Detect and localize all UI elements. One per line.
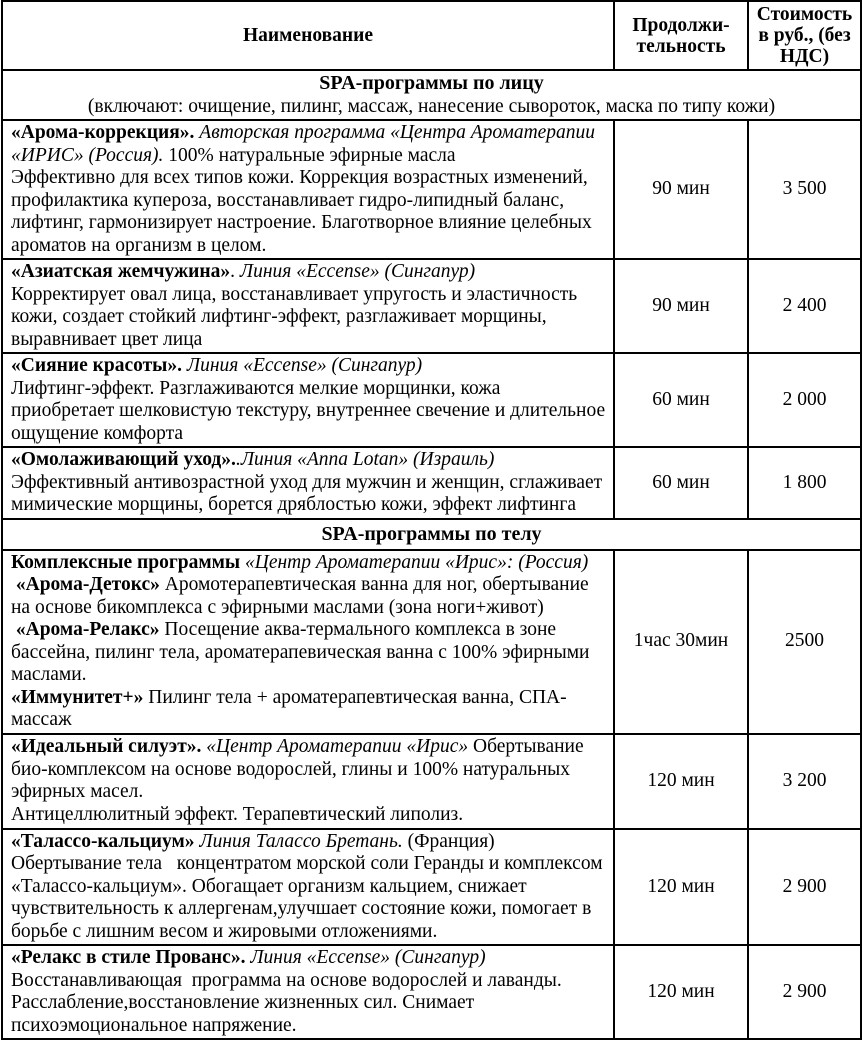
text-segment: «Сияние красоты». <box>11 355 187 376</box>
description-paragraph <box>11 355 607 378</box>
duration-cell: 60 мин <box>614 353 748 447</box>
service-row <box>2 734 861 829</box>
description-paragraph <box>11 261 607 284</box>
section-header-row <box>2 70 861 120</box>
text-segment: 100% натуральные эфирные масла <box>168 144 456 166</box>
text-segment: «Центр Ароматерапии «Ирис» <box>206 736 473 757</box>
price-table-header <box>2 1 861 70</box>
text-segment: «Талассо-кальциум» <box>11 830 200 852</box>
price-table-body <box>2 70 861 1039</box>
text-segment: . <box>230 261 240 282</box>
section-header-cell <box>2 519 861 550</box>
text-segment: Лифтинг-эффект. Разглаживаются мелкие морщинки, кожа приобретает шелковистую текстуру, внутреннее свечение и длительное ощущение комфорта <box>11 377 610 444</box>
description-paragraph <box>11 377 610 446</box>
text-segment: «Арома-коррекция». <box>11 122 200 143</box>
description-paragraph <box>11 619 607 687</box>
text-segment: Посещение аква-термального комплекса в зоне бассейна, пилинг тела, ароматерапевическая ванна с 100% эфирными маслами. <box>11 619 595 685</box>
duration-cell: 60 мин <box>614 447 748 519</box>
description-paragraph <box>11 970 607 1038</box>
text-segment: Комплексные программы <box>11 551 245 573</box>
service-description-cell <box>2 259 614 353</box>
text-segment: Эффективный антивозрастной уход для мужчин и женщин, сглаживает мимические морщины, борется дряблостью кожи, эффект лифтинга <box>11 471 608 515</box>
column-header-duration: Продолжи-тельность <box>614 1 748 70</box>
text-segment: Авторская программа «Центра Ароматерапии «ИРИС» (Россия). <box>11 122 600 166</box>
description-paragraph <box>11 574 607 619</box>
text-segment: «Центр Ароматерапии «Ирис»: (Россия) <box>245 551 589 573</box>
service-row <box>2 259 861 353</box>
section-subtitle: (включают: очищение, пилинг, массаж, нанесение сывороток, маска по типу кожи) <box>87 96 776 117</box>
price-cell: 2 400 <box>748 259 861 353</box>
text-segment: «Азиатская жемчужина» <box>11 261 231 282</box>
service-description-cell <box>2 353 614 447</box>
price-cell: 3 500 <box>748 120 861 259</box>
text-segment: «Идеальный силуэт». <box>11 736 207 757</box>
description-paragraph <box>11 736 607 804</box>
service-description-cell <box>2 550 614 734</box>
text-segment: (Франция) Обертывание тела концентратом морской соли Геранды и комплексом «Талассо-кальциум». Обогащает организм кальцием, снижает чувствительность к аллергенам,улучшает состояние кожи, помогает в борьбе с лишним весом и жировыми отложениями. <box>11 830 608 942</box>
text-segment: «Омолаживающий уход». <box>11 449 236 470</box>
duration-cell: 90 мин <box>614 120 748 259</box>
service-row <box>2 945 861 1039</box>
description-paragraph <box>11 552 607 575</box>
service-description-cell <box>2 120 614 259</box>
price-cell: 2 000 <box>748 353 861 447</box>
text-segment: Аромотерапевтическая ванна для ног, обертывание на основе бикомплекса с эфирными маслами (зона ноги+живот) <box>11 574 594 618</box>
text-segment: «Релакс в стиле Прованс». <box>11 947 251 968</box>
text-segment: Антицеллюлитный эффект. Терапевтический липолиз. <box>11 803 464 825</box>
service-row <box>2 447 861 519</box>
price-cell: 2500 <box>748 550 861 734</box>
price-cell: 2 900 <box>748 945 861 1039</box>
duration-cell: 90 мин <box>614 259 748 353</box>
text-segment: Обертывание био-комплексом на основе водорослей, глины и 100% натуральных эфирных масел. <box>11 736 589 802</box>
description-paragraph <box>11 167 607 257</box>
service-description-cell <box>2 829 614 946</box>
duration-cell: 120 мин <box>614 829 748 946</box>
text-segment: «Арома-Детокс» <box>11 574 165 595</box>
description-paragraph <box>11 472 607 517</box>
text-segment: Линия «Eccense» (Сингапур) <box>250 947 486 968</box>
text-segment: Линия Талассо Бретань. <box>199 830 403 852</box>
text-segment: Линия «Eccense» (Сингапур) <box>239 261 476 282</box>
price-cell: 2 900 <box>748 829 861 946</box>
text-segment: .Линия «Anna Lotan» (Израиль) <box>235 449 495 470</box>
description-paragraph <box>11 449 607 472</box>
price-table <box>1 0 862 1040</box>
text-segment: «Иммунитет+» <box>11 686 149 708</box>
service-description-cell <box>2 734 614 829</box>
service-row <box>2 120 861 259</box>
duration-cell: 120 мин <box>614 945 748 1039</box>
duration-cell: 1час 30мин <box>614 550 748 734</box>
text-segment: Корректирует овал лица, восстанавливает упругость и эластичность кожи, создает стойкий лифтинг-эффект, разглаживает морщины, выравнивает цвет лица <box>11 283 583 350</box>
service-row <box>2 829 861 946</box>
text-segment: «Арома-Релакс» <box>11 619 165 640</box>
section-header-row <box>2 519 861 550</box>
price-cell: 3 200 <box>748 734 861 829</box>
column-header-name: Наименование <box>2 1 614 70</box>
service-description-cell <box>2 447 614 519</box>
text-segment: Пилинг тела + ароматерапевтическая ванна, СПА-массаж <box>11 686 567 730</box>
section-title: SPA-программы по телу <box>321 522 542 545</box>
description-paragraph <box>11 284 607 352</box>
column-header-price: Стоимость в руб., (без НДС) <box>748 1 861 70</box>
section-header-cell <box>2 70 861 120</box>
service-row <box>2 353 861 447</box>
description-paragraph <box>11 687 607 732</box>
price-cell: 1 800 <box>748 447 861 519</box>
service-row <box>2 550 861 734</box>
header-row <box>2 1 861 70</box>
description-paragraph <box>11 804 607 827</box>
description-paragraph <box>11 831 607 944</box>
duration-cell: 120 мин <box>614 734 748 829</box>
text-segment: Восстанавливающая программа на основе водорослей и лаванды. Расслабление,восстановление жизненных сил. Снимает психоэмоциональное напряжение. <box>11 969 567 1036</box>
description-paragraph <box>11 122 607 167</box>
service-description-cell <box>2 945 614 1039</box>
text-segment: Линия «Eccense» (Сингапур) <box>186 355 423 376</box>
description-paragraph <box>11 947 607 970</box>
text-segment: Эффективно для всех типов кожи. Коррекция возрастных изменений, профилактика купероза, восстанавливает гидро-липидный баланс, лифтинг, гармонизирует настроение. Благотворное влияние целебных ароматов на организм в целом. <box>11 167 597 256</box>
section-title: SPA-программы по лицу <box>319 72 544 94</box>
